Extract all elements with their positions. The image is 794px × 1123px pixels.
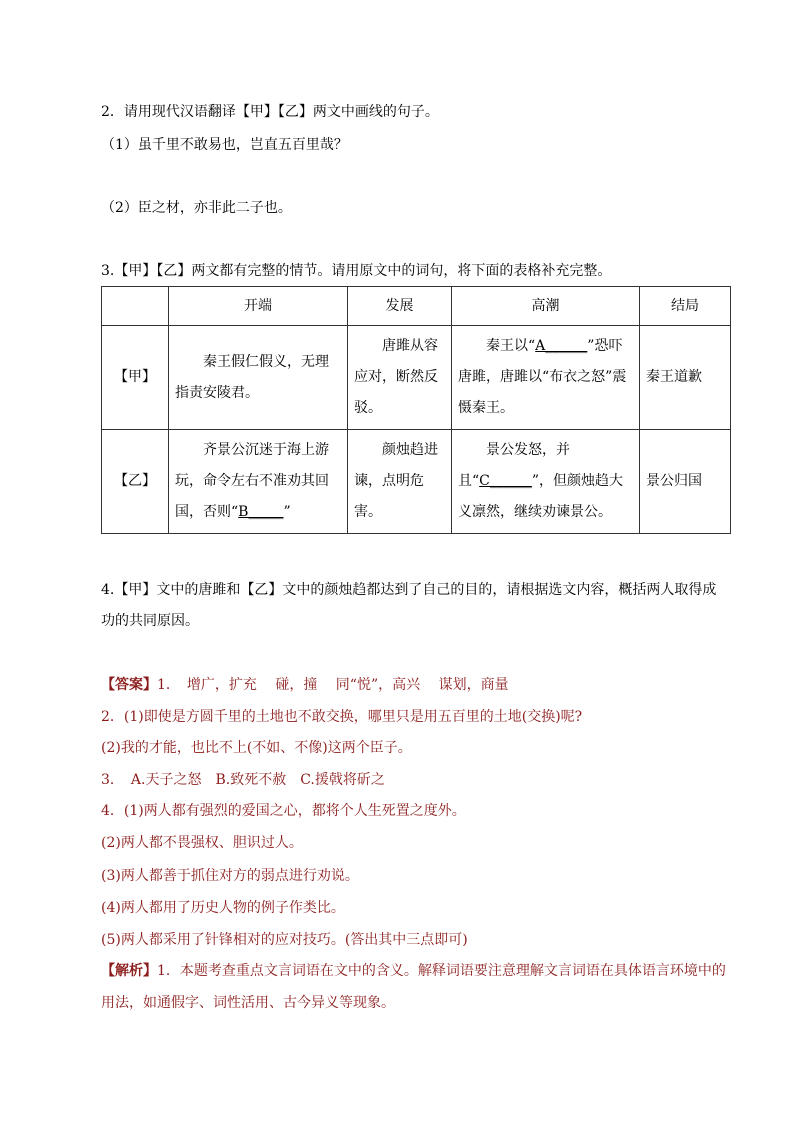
row-label: 【甲】: [102, 326, 169, 430]
blank-b: B_____: [238, 504, 284, 520]
cell-start: [169, 430, 348, 534]
analysis-line-1: [101, 961, 726, 981]
row-label: 【乙】: [102, 430, 169, 534]
cell-start: 秦王假仁假义，无理指责安陵君。: [169, 326, 348, 430]
q2-item-2: （2）臣之材，亦非此二子也。: [101, 200, 292, 216]
q4-line-2: 功的共同原因。: [101, 613, 199, 629]
cell-climax: [452, 326, 640, 430]
answer-line-7: (3)两人都善于抓住对方的弱点进行劝说。: [101, 868, 359, 884]
answer-line-2: 2．(1)即使是方圆千里的土地也不敢交换，哪里只是用五百里的土地(交换)呢?: [101, 709, 583, 725]
analysis-tag: 【解析】: [101, 963, 157, 979]
q2-title: 2．请用现代汉语翻译【甲】【乙】两文中画线的句子。: [101, 104, 439, 120]
blank-c: C______: [479, 473, 532, 489]
table-header-cell: [102, 287, 169, 326]
cell-end: 景公归国: [640, 430, 731, 534]
answer-line-6: (2)两人都不畏强权、胆识过人。: [101, 835, 303, 851]
table-row: [102, 430, 731, 534]
q2-item-1: （1）虽千里不敢易也，岂直五百里哉？: [101, 137, 348, 153]
cell-develop: 颜烛趋进谏，点明危害。: [348, 430, 452, 534]
climax-text-post: ”，但颜烛趋大义凛然，继续劝谏景公。: [458, 473, 624, 520]
start-text-pre: 齐景公沉迷于海上游玩，命令左右不准劝其回国，否则“: [175, 442, 329, 520]
table-header-cell: 发展: [348, 287, 452, 326]
q4-line-1: 4.【甲】文中的唐雎和【乙】文中的颜烛趋都达到了自己的目的，请根据选文内容，概括两人取得成: [101, 582, 717, 598]
table-header-cell: 开端: [169, 287, 348, 326]
plot-table: [101, 286, 731, 534]
cell-end: 秦王道歉: [640, 326, 731, 430]
answer-line-8: (4)两人都用了历史人物的例子作类比。: [101, 900, 345, 916]
table-row: [102, 326, 731, 430]
table-header-row: [102, 287, 731, 326]
answer-text: 1． 增广，扩充 碰，撞 同“悦”，高兴 谋划，商量: [157, 677, 509, 693]
analysis-text: 1．本题考查重点文言词语在文中的含义。解释词语要注意理解文言词语在具体语言环境中的: [157, 963, 726, 979]
cell-develop: 唐雎从容应对，断然反驳。: [348, 326, 452, 430]
answer-tag: 【答案】: [101, 677, 157, 693]
q3-title: 3.【甲】【乙】两文都有完整的情节。请用原文中的词句，将下面的表格补充完整。: [101, 263, 612, 279]
answer-line-4: 3． A.天子之怒 B.致死不赦 C.援戟将斫之: [101, 772, 385, 788]
analysis-line-2: 用法，如通假字、词性活用、古今异义等现象。: [101, 995, 395, 1011]
start-text-post: ”: [283, 504, 291, 520]
answer-line-3: (2)我的才能，也比不上(不如、不像)这两个臣子。: [101, 740, 412, 756]
cell-climax: [452, 430, 640, 534]
climax-text-post: ”恐吓唐雎，唐雎以“布衣之怒”震慑秦王。: [458, 338, 627, 416]
climax-text-pre: 秦王以“: [486, 338, 536, 354]
answer-line-1: [101, 675, 509, 695]
table-header-cell: 高潮: [452, 287, 640, 326]
climax-text-pre: 景公发怒，并且“: [458, 442, 570, 489]
table-header-cell: 结局: [640, 287, 731, 326]
blank-a: A______: [535, 338, 588, 354]
answer-line-9: (5)两人都采用了针锋相对的应对技巧。(答出其中三点即可): [101, 932, 468, 948]
answer-line-5: 4．(1)两人都有强烈的爱国之心，都将个人生死置之度外。: [101, 803, 466, 819]
